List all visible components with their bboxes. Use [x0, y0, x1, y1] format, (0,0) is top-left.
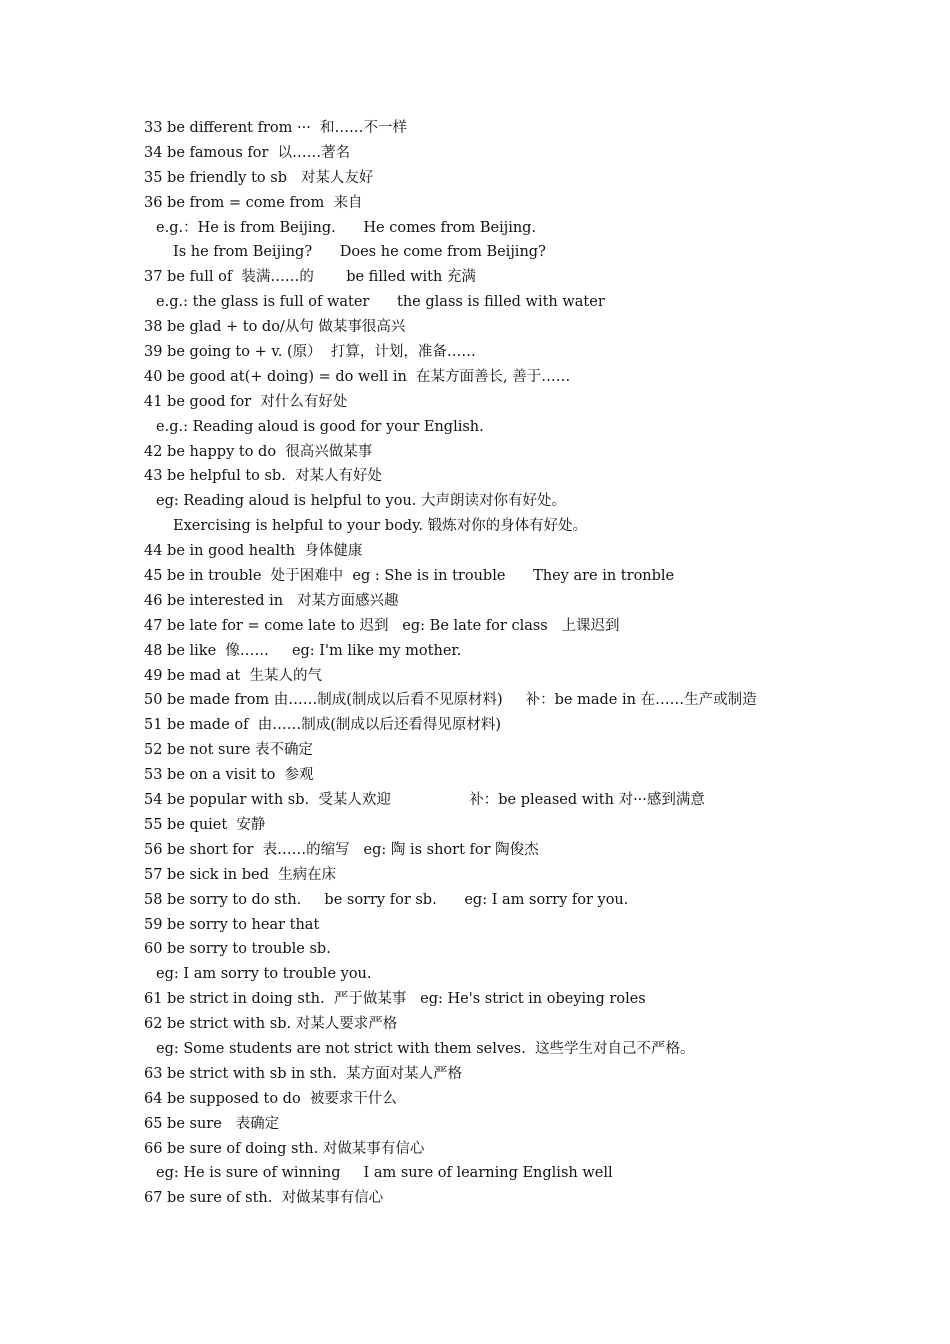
entry-line: 54 be popular with sb. 受某人欢迎 补：be pleased with 对···感到满意 — [144, 792, 705, 809]
entry-line: 50 be made from 由……制成(制成以后看不见原材料) 补：be made in 在……生产或制造 — [144, 692, 757, 709]
entry-line: 49 be mad at 生某人的气 — [144, 667, 323, 684]
entry-line: 33 be different from ··· 和……不一样 — [144, 120, 408, 136]
entry-line: 45 be in trouble 处于困难中 eg : She is in trouble They are in tronble — [144, 568, 675, 585]
example-line: eg: Some students are not strict with them selves. 这些学生对自己不严格。 — [156, 1040, 695, 1057]
example-line: Exercising is helpful to your body. 锻炼对你的身体有好处。 — [173, 518, 588, 535]
entry-line: 67 be sure of sth. 对做某事有信心 — [144, 1190, 384, 1207]
entry-line: 46 be interested in 对某方面感兴趣 — [144, 592, 399, 609]
entry-line: 48 be like 像…… eg: I'm like my mother. — [144, 642, 462, 659]
entry-line: 61 be strict in doing sth. 严于做某事 eg: He's strict in obeying roles — [144, 991, 646, 1008]
entry-line: 35 be friendly to sb 对某人友好 — [144, 169, 374, 186]
entry-line: 56 be short for 表……的缩写 eg: 陶 is short for 陶俊杰 — [144, 841, 539, 858]
entry-line: 41 be good for 对什么有好处 — [144, 393, 348, 410]
entry-line: 37 be full of 装满……的 be filled with 充满 — [144, 269, 476, 286]
entry-line: 43 be helpful to sb. 对某人有好处 — [144, 468, 383, 485]
entry-line: 39 be going to + v. (原） 打算，计划，准备…… — [144, 344, 476, 361]
example-line: e.g.: Reading aloud is good for your English. — [156, 418, 484, 435]
entry-line: 60 be sorry to trouble sb. — [144, 941, 331, 958]
entry-line: 51 be made of 由……制成(制成以后还看得见原材料) — [144, 717, 502, 734]
entry-line: 63 be strict with sb in sth. 某方面对某人严格 — [144, 1065, 463, 1082]
example-line: eg: Reading aloud is helpful to you. 大声朗读对你有好处。 — [156, 493, 567, 510]
entry-line: 66 be sure of doing sth. 对做某事有信心 — [144, 1140, 425, 1157]
entry-line: 42 be happy to do 很高兴做某事 — [144, 443, 373, 460]
entry-line: 64 be supposed to do 被要求干什么 — [144, 1090, 397, 1107]
entry-line: 62 be strict with sb. 对某人要求严格 — [144, 1016, 398, 1033]
entry-line: 65 be sure 表确定 — [144, 1115, 280, 1132]
entry-line: 36 be from = come from 来自 — [144, 194, 363, 211]
entry-line: 58 be sorry to do sth. be sorry for sb. eg: I am sorry for you. — [144, 891, 629, 908]
entry-line: 34 be famous for 以……著名 — [144, 144, 351, 161]
example-line: eg: I am sorry to trouble you. — [156, 966, 372, 983]
entry-line: 40 be good at(+ doing) = do well in 在某方面善长, 善于…… — [144, 368, 571, 385]
entry-line: 57 be sick in bed 生病在床 — [144, 866, 337, 883]
entry-line: 44 be in good health 身体健康 — [144, 543, 363, 560]
example-line: e.g.：He is from Beijing. He comes from Beijing. — [156, 219, 537, 236]
entry-line: 55 be quiet 安静 — [144, 816, 266, 833]
entry-line: 38 be glad + to do/从句 做某事很高兴 — [144, 319, 406, 336]
example-line: eg: He is sure of winning I am sure of learning English well — [156, 1165, 613, 1182]
example-line: e.g.: the glass is full of water the glass is filled with water — [156, 294, 605, 311]
example-line: Is he from Beijing? Does he come from Beijing? — [173, 244, 546, 261]
vocabulary-list — [144, 116, 924, 1211]
entry-line: 47 be late for = come late to 迟到 eg: Be late for class 上课迟到 — [144, 617, 620, 634]
entry-line: 52 be not sure 表不确定 — [144, 742, 313, 759]
entry-line: 53 be on a visit to 参观 — [144, 767, 314, 784]
entry-line: 59 be sorry to hear that — [144, 916, 320, 933]
